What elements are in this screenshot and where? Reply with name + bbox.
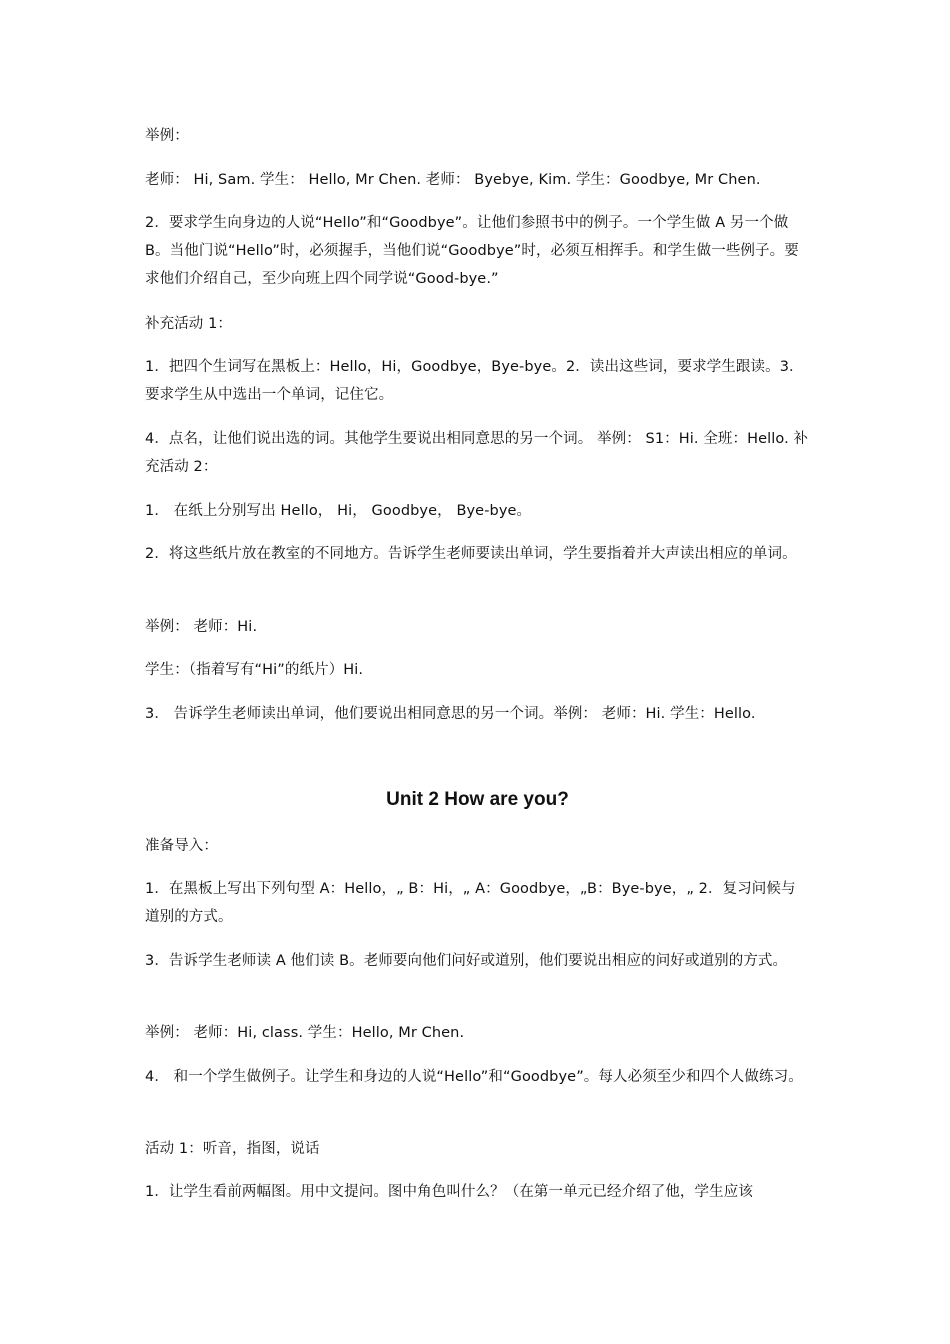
paragraph-place-papers: 2．将这些纸片放在教室的不同地方。告诉学生老师要读出单词，学生要指着并大声读出相应的单词。 bbox=[145, 546, 797, 562]
paragraph-activity-1-steps: 1．把四个生词写在黑板上：Hello，Hi，Goodbye，Bye-bye。2．读出这些词，要求学生跟读。3．要求学生从中选出一个单词，记住它。 bbox=[145, 359, 804, 403]
paragraph-activity-1-heading: 活动 1：听音，指图，说话 bbox=[145, 1141, 320, 1157]
unit-title: Unit 2 How are you? bbox=[386, 789, 569, 810]
paragraph-roll-call: 4．点名，让他们说出选的词。其他学生要说出相同意思的另一个词。 举例： S1：Hi. 全班：Hello. 补充活动 2： bbox=[145, 431, 809, 475]
paragraph-example-teacher: 举例： 老师：Hi. bbox=[145, 619, 258, 635]
paragraph-step-4: 4． 和一个学生做例子。让学生和身边的人说“Hello”和“Goodbye”。每人必须至少和四个人做练习。 bbox=[145, 1069, 803, 1085]
paragraph-supplementary-activity-1: 补充活动 1： bbox=[145, 316, 233, 332]
paragraph-preparation-label: 准备导入： bbox=[145, 838, 218, 854]
paragraph-teacher-reads-a: 3．告诉学生老师读 A 他们读 B。老师要向他们问好或道别，他们要说出相应的问好或道别的方式。 bbox=[145, 953, 788, 969]
paragraph-look-at-pictures: 1．让学生看前两幅图。用中文提问。图中角色叫什么？（在第一单元已经介绍了他，学生应该 bbox=[145, 1184, 753, 1200]
paragraph-example-class: 举例： 老师：Hi, class. 学生：Hello, Mr Chen. bbox=[145, 1025, 465, 1041]
paragraph-step-3: 3． 告诉学生老师读出单词，他们要说出相同意思的另一个词。举例： 老师：Hi. 学生：Hello. bbox=[145, 706, 756, 722]
paragraph-paper-words: 1． 在纸上分别写出 Hello， Hi， Goodbye， Bye-bye。 bbox=[145, 503, 532, 519]
paragraph-dialogue-example: 老师： Hi, Sam. 学生： Hello, Mr Chen. 老师： Byebye, Kim. 学生：Goodbye, Mr Chen. bbox=[145, 172, 761, 188]
paragraph-blackboard-patterns: 1．在黑板上写出下列句型 A：Hello，„ B：Hi，„ A：Goodbye，„B：Bye-bye，„ 2．复习问候与道别的方式。 bbox=[145, 881, 796, 925]
paragraph-example-label: 举例： bbox=[145, 128, 189, 144]
paragraph-step-2: 2．要求学生向身边的人说“Hello”和“Goodbye”。让他们参照书中的例子。一个学生做 A 另一个做 B。当他门说“Hello”时，必须握手，当他们说“Goodbye”时，必须互相挥手。和学生做一些例子。要求他们介绍自己，至少向班上四个同学说“Good-bye.” bbox=[145, 215, 799, 287]
paragraph-student-pointing: 学生：（指着写有“Hi”的纸片）Hi. bbox=[145, 662, 364, 678]
